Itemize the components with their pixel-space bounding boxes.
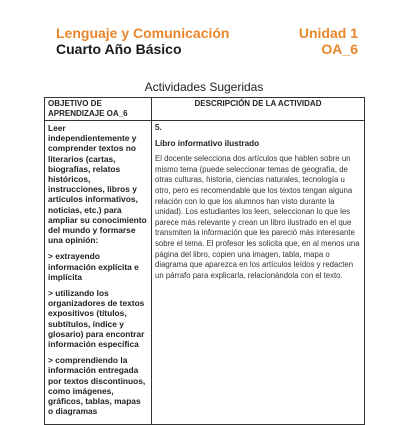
page-header [56,25,358,59]
description-cell [152,121,365,425]
grade-title: Cuarto Año Básico [56,41,182,57]
header-left [56,25,229,57]
objective-bullet: > comprendiendo la información entregada por textos discontinuos, como imágenes, gráficos, tablas, mapas o diagramas [48,355,146,417]
subject-title: Lenguaje y Comunicación [56,25,230,41]
description-column-header: DESCRIPCIÓN DE LA ACTIVIDAD [152,98,365,121]
objective-bullet: > utilizando los organizadores de textos expositivos (títulos, subtítulos, índice y glosario) para encontrar información específica [48,288,145,350]
table-row [45,121,365,425]
objective-text: Leer independientemente y comprender textos no literarios (cartas, biografías, relatos históricos, instrucciones, libros y artículos informativos, noticias, etc.) para ampliar su conocimiento del mundo y formarse una opinión: [48,123,147,246]
table-header-row [45,98,365,121]
unit-label: Unidad 1 [298,25,358,41]
objective-column-header: OBJETIVO DE APRENDIZAJE OA_6 [45,98,152,121]
activity-number: 5. [155,123,162,132]
section-title: Actividades Sugeridas [144,80,264,94]
header-right [299,25,358,57]
objective-cell [45,121,152,425]
activity-description: El docente selecciona dos artículos que hablen sobre un mismo tema (puede seleccionar temas de geografía, de otras culturas, historia, ciencias naturales, tecnología u otro, pero es recomendable que los textos tengan alguna relación con lo que los alumnos han visto durante la unidad). Los estudiantes los leen, seleccionan lo que les parece más relevante y crean un libro ilustrado en el que transmiten la información que les pareció más interesante sobre el tema. El profesor les solicita que, en al menos una página del libro, copien una imagen, tabla, mapa o diagrama que aparezca en los artículos leídos y redacten un párrafo para explicarla, relacionándola con el texto. [155,154,360,280]
activity-title: Libro informativo ilustrado [155,138,260,148]
objective-bullet: > extrayendo información explícita e implícita [48,251,139,282]
objective-code: OA_6 [321,41,358,57]
activities-table [44,97,365,425]
